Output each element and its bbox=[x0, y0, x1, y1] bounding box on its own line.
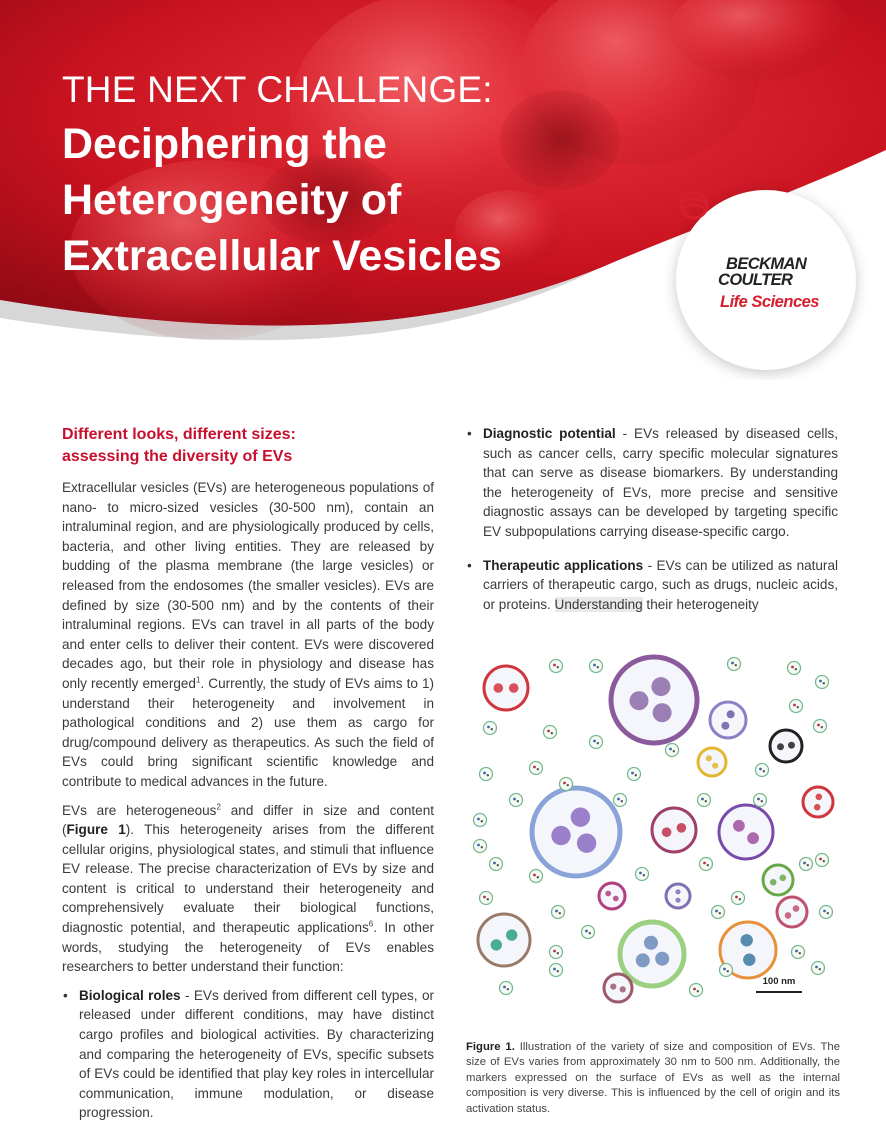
vesicle bbox=[698, 748, 726, 776]
vesicle-cargo bbox=[788, 742, 795, 749]
caption-label: Figure 1. bbox=[466, 1041, 515, 1053]
vesicle-cargo bbox=[770, 879, 777, 886]
small-vesicle bbox=[636, 868, 649, 881]
small-vesicle bbox=[582, 926, 595, 939]
small-vesicle bbox=[550, 946, 563, 959]
small-vesicle bbox=[590, 660, 603, 673]
hero-kicker: THE NEXT CHALLENGE: bbox=[62, 69, 493, 110]
small-vesicle bbox=[510, 794, 523, 807]
vesicle-cargo bbox=[677, 823, 687, 833]
heterogeneity-paragraph bbox=[62, 801, 434, 977]
small-vesicle bbox=[754, 794, 767, 807]
vesicle-cargo bbox=[605, 891, 611, 897]
logo-text-coulter: COULTER bbox=[718, 271, 793, 289]
small-vesicle bbox=[628, 768, 641, 781]
small-vesicle bbox=[732, 892, 745, 905]
vesicle-cargo bbox=[613, 896, 619, 902]
small-vesicle-dot bbox=[483, 896, 486, 899]
small-vesicle-dot bbox=[817, 724, 820, 727]
small-vesicle-dot bbox=[503, 986, 506, 989]
vesicle-cargo bbox=[551, 826, 570, 845]
small-vesicle-dot bbox=[639, 872, 642, 875]
small-vesicle-dot bbox=[563, 782, 566, 785]
small-vesicle bbox=[500, 982, 513, 995]
small-vesicle bbox=[530, 870, 543, 883]
small-vesicle-dot bbox=[761, 800, 763, 802]
small-vesicle-dot bbox=[827, 912, 829, 914]
small-vesicle bbox=[712, 906, 725, 919]
small-vesicle bbox=[792, 946, 805, 959]
vesicle-cargo bbox=[727, 710, 735, 718]
small-vesicle-dot bbox=[763, 770, 765, 772]
small-vesicle-dot bbox=[815, 966, 818, 969]
vesicle bbox=[532, 788, 620, 876]
vesicle-cargo bbox=[494, 683, 504, 693]
vesicle-cargo bbox=[780, 875, 787, 882]
small-vesicle-dot bbox=[567, 784, 569, 786]
vesicle-cargo bbox=[655, 952, 669, 966]
small-vesicle bbox=[820, 906, 833, 919]
function-list-left bbox=[62, 986, 434, 1123]
small-vesicle-dot bbox=[487, 774, 489, 776]
vesicle bbox=[599, 883, 625, 909]
small-vesicle-dot bbox=[585, 930, 588, 933]
small-vesicle bbox=[590, 736, 603, 749]
section-heading-line2: assessing the diversity of EVs bbox=[62, 448, 293, 465]
small-vesicle-dot bbox=[669, 748, 672, 751]
small-vesicle-dot bbox=[735, 664, 737, 666]
small-vesicle bbox=[788, 662, 801, 675]
vesicle-cargo bbox=[675, 889, 680, 894]
vesicle bbox=[666, 884, 690, 908]
small-vesicle-dot bbox=[533, 874, 536, 877]
vesicle-cargo bbox=[785, 912, 792, 919]
small-vesicle bbox=[816, 854, 829, 867]
vesicle-cargo bbox=[491, 939, 502, 950]
small-vesicle bbox=[666, 744, 679, 757]
small-vesicle-dot bbox=[819, 968, 821, 970]
bullet-text: - EVs derived from different cell types, or released under different conditions, may have distinct cargo profiles and biological activities. By characterizing and comparing the heterogeneity of EVs, specific subsets of EVs could be identified that play key roles in intercellular communication, immune modulation, or disease progression. bbox=[79, 987, 434, 1121]
small-vesicle-dot bbox=[507, 988, 509, 990]
small-vesicle-dot bbox=[513, 798, 516, 801]
vesicle-cargo bbox=[651, 677, 670, 696]
vesicle-cargo bbox=[630, 691, 649, 710]
small-vesicle-dot bbox=[807, 864, 809, 866]
small-vesicle-dot bbox=[477, 818, 480, 821]
small-vesicle-dot bbox=[593, 740, 596, 743]
small-vesicle bbox=[484, 722, 497, 735]
small-vesicle-dot bbox=[707, 864, 709, 866]
intro-paragraph bbox=[62, 478, 434, 792]
small-vesicle-dot bbox=[819, 680, 822, 683]
vesicle-cargo bbox=[577, 834, 596, 853]
vesicle-cargo bbox=[571, 808, 590, 827]
caption-text: Illustration of the variety of size and composition of EVs. The size of EVs varies from approximately 30 nm to 500 nm. Additionally, the markers expressed on the surface of EVs as well as the internal composition is very diverse. This is influenced by the cell of origin and its activation status. bbox=[466, 1041, 840, 1115]
small-vesicle-dot bbox=[795, 950, 798, 953]
small-vesicle-dot bbox=[697, 990, 699, 992]
small-vesicle bbox=[698, 794, 711, 807]
small-vesicle bbox=[474, 814, 487, 827]
small-vesicle-dot bbox=[643, 874, 645, 876]
section-heading bbox=[62, 424, 434, 468]
small-vesicle-dot bbox=[719, 912, 721, 914]
small-vesicle-dot bbox=[793, 704, 796, 707]
vesicle bbox=[620, 922, 684, 986]
vesicle-cargo bbox=[706, 755, 712, 761]
vesicle bbox=[770, 730, 802, 762]
small-vesicle bbox=[474, 840, 487, 853]
small-vesicle-dot bbox=[553, 950, 556, 953]
small-vesicle-dot bbox=[735, 896, 738, 899]
vesicle bbox=[763, 865, 793, 895]
hetero-text-d: . In other words, studying the heterogeneity of EVs enables researchers to better understand their function: bbox=[62, 920, 435, 975]
small-vesicle bbox=[544, 726, 557, 739]
intro-text-b: . Currently, the study of EVs aims to 1) understand their heterogeneity and involvement in pathological conditions and 2) use them as cargo for drug/compound delivery as therapeutics. As such the field of EVs could bring significant scientific knowledge and contribute to medical advances in the future. bbox=[62, 675, 435, 789]
small-vesicle bbox=[812, 962, 825, 975]
small-vesicle bbox=[480, 768, 493, 781]
small-vesicle-dot bbox=[823, 860, 825, 862]
small-vesicle-dot bbox=[705, 800, 707, 802]
small-vesicle-dot bbox=[621, 800, 623, 802]
hetero-text-c: ). This heterogeneity arises from the different cellular origins, physiological states, and stimuli that influence EV release. The precise characterization of EVs by size and content is critical to understand their heterogeneity and comprehensively evaluate their biological functions, diagnostic potential, and therapeutic applications bbox=[62, 822, 434, 936]
small-vesicle-dot bbox=[597, 666, 599, 668]
figure-reference: Figure 1 bbox=[66, 822, 126, 838]
small-vesicle-dot bbox=[731, 662, 734, 665]
vesicle-cargo bbox=[610, 984, 616, 990]
bullet-text: - EVs can be utilized as natural carriers of therapeutic cargo, such as drugs, nucleic acids, or proteins. bbox=[483, 557, 838, 612]
small-vesicle-dot bbox=[791, 666, 794, 669]
small-vesicle-dot bbox=[631, 772, 634, 775]
vesicle-cargo bbox=[675, 898, 680, 903]
bullet-title: Therapeutic applications bbox=[483, 557, 644, 573]
small-vesicle bbox=[756, 764, 769, 777]
hero-headline: Deciphering the Heterogeneity of Extracellular Vesicles bbox=[62, 120, 502, 280]
vesicle bbox=[803, 787, 833, 817]
small-vesicle-dot bbox=[487, 726, 490, 729]
reference-2: 2 bbox=[216, 801, 221, 811]
small-vesicle bbox=[800, 858, 813, 871]
bullet-text: - EVs released by diseased cells, such as cancer cells, carry specific molecular signatures that can serve as disease biomarkers. By understanding the heterogeneity of EVs, more precise and sensitive diagnostic assays can be developed by targeting specific EV subpopulations carrying disease-specific cargo. bbox=[483, 426, 838, 539]
function-list-right bbox=[466, 424, 838, 614]
vesicle-cargo bbox=[733, 820, 745, 832]
small-vesicle bbox=[614, 794, 627, 807]
logo-text-beckman: BECKMAN bbox=[726, 255, 807, 273]
small-vesicle-dot bbox=[547, 730, 550, 733]
left-column bbox=[62, 424, 434, 1137]
small-vesicle-dot bbox=[493, 862, 496, 865]
vesicle bbox=[777, 897, 807, 927]
hero-banner bbox=[0, 0, 886, 380]
small-vesicle bbox=[530, 762, 543, 775]
small-vesicle-dot bbox=[821, 726, 823, 728]
logo-text-life-sciences: Life Sciences bbox=[720, 293, 819, 311]
vesicle-cargo bbox=[721, 722, 729, 730]
small-vesicle-dot bbox=[481, 846, 483, 848]
vesicle-cargo bbox=[653, 703, 672, 722]
small-vesicle bbox=[480, 892, 493, 905]
small-vesicle bbox=[552, 906, 565, 919]
small-vesicle-dot bbox=[477, 844, 480, 847]
small-vesicle bbox=[814, 720, 827, 733]
list-item-diagnostic-potential bbox=[466, 424, 838, 542]
vesicle-cargo bbox=[814, 804, 821, 811]
small-vesicle-dot bbox=[483, 772, 486, 775]
small-vesicle bbox=[490, 858, 503, 871]
small-vesicle-dot bbox=[553, 968, 556, 971]
vesicle bbox=[611, 657, 697, 743]
vesicle-cargo bbox=[636, 953, 650, 967]
vesicle-cargo bbox=[743, 954, 755, 966]
vesicle bbox=[710, 702, 746, 738]
ev-illustration bbox=[466, 650, 842, 1022]
small-vesicle-dot bbox=[553, 664, 556, 667]
small-vesicle-dot bbox=[497, 864, 499, 866]
small-vesicle-dot bbox=[593, 664, 596, 667]
small-vesicle-dot bbox=[533, 766, 536, 769]
small-vesicle-dot bbox=[759, 768, 762, 771]
small-vesicle-dot bbox=[481, 820, 483, 822]
small-vesicle-dot bbox=[491, 728, 493, 730]
vesicle-cargo bbox=[644, 936, 658, 950]
hetero-text-b: and differ in size and content ( bbox=[62, 802, 435, 838]
vesicle-cargo bbox=[816, 794, 823, 801]
small-vesicle-dot bbox=[557, 666, 559, 668]
vesicle bbox=[478, 914, 530, 966]
small-vesicle bbox=[690, 984, 703, 997]
small-vesicle-dot bbox=[589, 932, 591, 934]
small-vesicle-dot bbox=[799, 952, 801, 954]
small-vesicle-dot bbox=[795, 668, 797, 670]
figure-caption bbox=[466, 1040, 840, 1117]
small-vesicle bbox=[700, 858, 713, 871]
small-vesicle-dot bbox=[757, 798, 760, 801]
vesicle-cargo bbox=[620, 986, 626, 992]
small-vesicle-dot bbox=[797, 706, 799, 708]
vesicle bbox=[719, 805, 773, 859]
beckman-swirl-icon bbox=[676, 190, 712, 220]
small-vesicle bbox=[550, 964, 563, 977]
scale-bar-label: 100 nm bbox=[762, 976, 796, 987]
vesicle bbox=[484, 666, 528, 710]
small-vesicle-dot bbox=[487, 898, 489, 900]
small-vesicle-dot bbox=[715, 910, 718, 913]
small-vesicle-dot bbox=[551, 732, 553, 734]
vesicle-cargo bbox=[509, 683, 519, 693]
brand-logo bbox=[676, 190, 856, 370]
small-vesicle-dot bbox=[823, 682, 825, 684]
hero-title-block bbox=[62, 68, 622, 284]
list-item-therapeutic-applications bbox=[466, 556, 838, 615]
hetero-text-a: EVs are heterogeneous bbox=[62, 802, 217, 818]
small-vesicle-dot bbox=[635, 774, 637, 776]
small-vesicle bbox=[816, 676, 829, 689]
vesicle-cargo bbox=[793, 905, 800, 912]
small-vesicle-dot bbox=[537, 768, 539, 770]
right-column bbox=[466, 424, 838, 628]
small-vesicle-dot bbox=[803, 862, 806, 865]
small-vesicle-dot bbox=[557, 952, 559, 954]
small-vesicle-dot bbox=[727, 970, 729, 972]
small-vesicle bbox=[550, 660, 563, 673]
small-vesicle-dot bbox=[673, 750, 675, 752]
small-vesicle-dot bbox=[823, 910, 826, 913]
small-vesicle-dot bbox=[557, 970, 559, 972]
small-vesicle-dot bbox=[617, 798, 620, 801]
highlighted-word: Understanding bbox=[554, 596, 643, 612]
small-vesicle bbox=[728, 658, 741, 671]
list-item-biological-roles bbox=[62, 986, 434, 1123]
small-vesicle-dot bbox=[703, 862, 706, 865]
bullet-title: Diagnostic potential bbox=[483, 426, 616, 441]
vesicle-cargo bbox=[506, 929, 517, 940]
section-heading-line1: Different looks, different sizes: bbox=[62, 426, 296, 443]
small-vesicle-dot bbox=[537, 876, 539, 878]
vesicle-cargo bbox=[747, 832, 759, 844]
vesicle-cargo bbox=[712, 763, 718, 769]
small-vesicle-dot bbox=[693, 988, 696, 991]
small-vesicle-dot bbox=[559, 912, 561, 914]
vesicle-cargo bbox=[741, 934, 753, 946]
small-vesicle bbox=[560, 778, 573, 791]
small-vesicle-dot bbox=[597, 742, 599, 744]
small-vesicle-dot bbox=[701, 798, 704, 801]
vesicle bbox=[604, 974, 632, 1002]
reference-6: 6 bbox=[368, 919, 374, 929]
reference-1: 1 bbox=[195, 675, 201, 685]
small-vesicle-dot bbox=[555, 910, 558, 913]
bullet-text-end: their heterogeneity bbox=[642, 596, 759, 612]
intro-text-a: Extracellular vesicles (EVs) are heterogeneous populations of nano- to micro-sized vesicles (30-500 nm), contain an intraluminal region, and are physiologically produced by cells, bacteria, and other living entities. They are released by budding of the plasma membrane (the large vesicles) or released from the endosomes (the smaller vesicles). EVs are defined by size (30-500 nm) and by the contents of their intraluminal regions. EVs can travel in all parts of the body and enter cells to deliver their content. EVs were discovered decades ago, but their role in physiology and disease has only recently emerged bbox=[62, 480, 434, 691]
ev-illustration-canvas bbox=[466, 650, 842, 1022]
vesicle-cargo bbox=[777, 743, 784, 750]
small-vesicle-dot bbox=[517, 800, 519, 802]
vesicle bbox=[652, 808, 696, 852]
small-vesicle bbox=[790, 700, 803, 713]
small-vesicle-dot bbox=[723, 968, 726, 971]
bullet-title: Biological roles bbox=[79, 987, 181, 1003]
small-vesicle-dot bbox=[819, 858, 822, 861]
vesicle-cargo bbox=[662, 827, 672, 837]
small-vesicle bbox=[720, 964, 733, 977]
small-vesicle-dot bbox=[739, 898, 741, 900]
